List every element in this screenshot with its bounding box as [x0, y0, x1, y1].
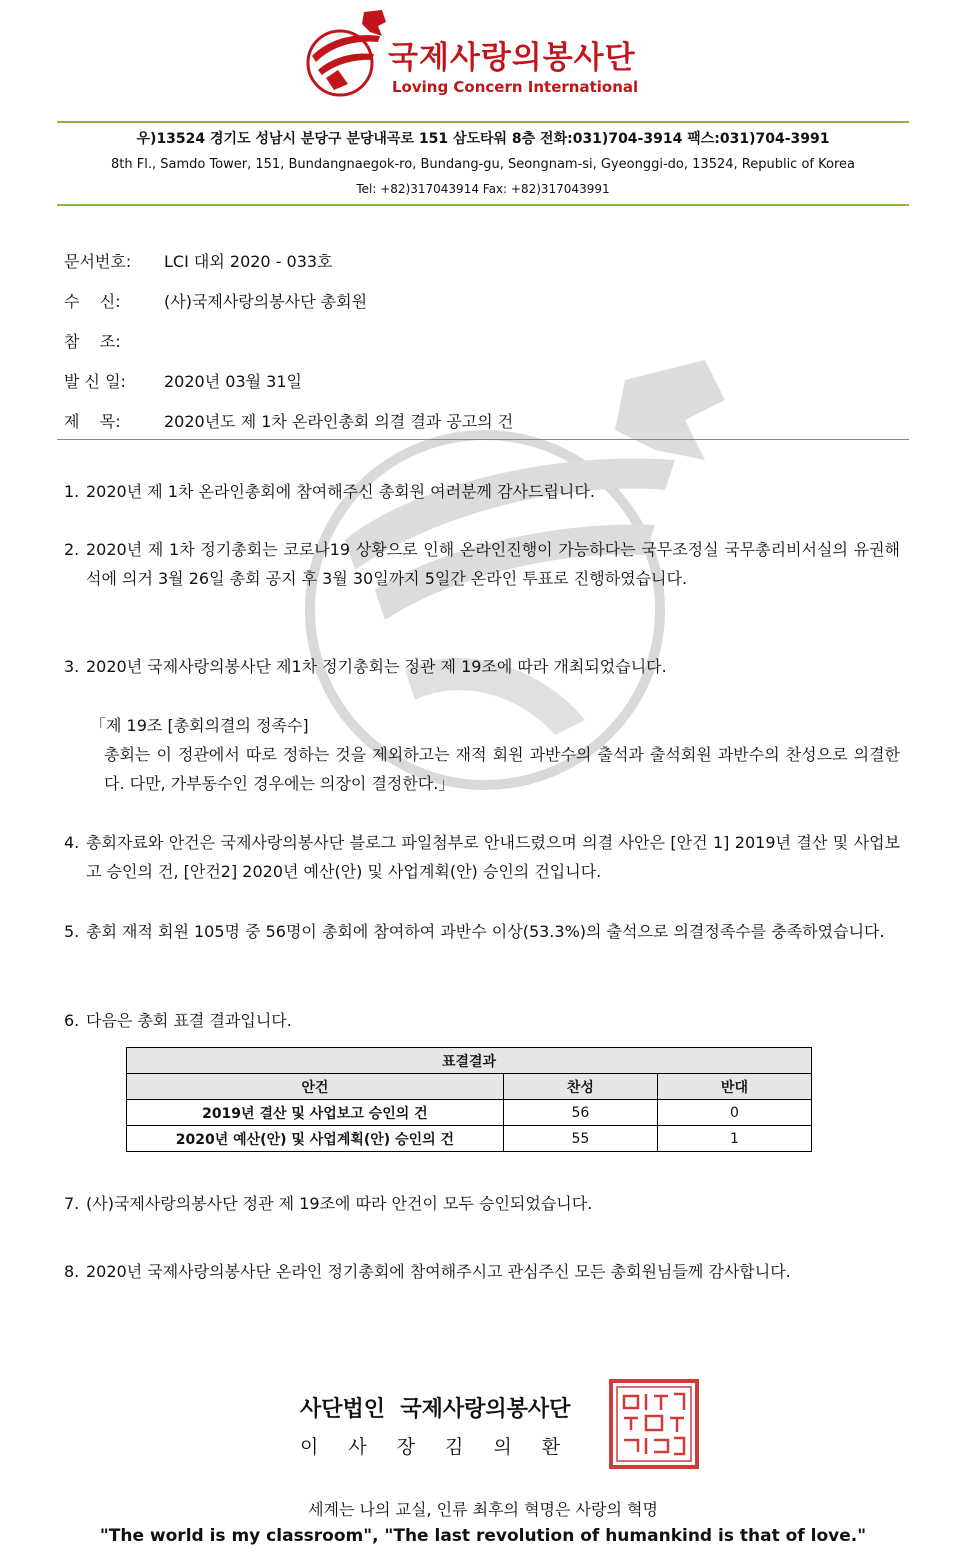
paragraph-number: 8.: [64, 1262, 80, 1281]
cell-yes: 56: [503, 1100, 657, 1126]
signature-organization: 사단법인 국제사랑의봉사단: [300, 1397, 571, 1422]
cell-no: 0: [657, 1100, 811, 1126]
paragraph-2: [64, 535, 900, 593]
table-row: [127, 1100, 812, 1126]
tel-fax: Tel: +82)317043914 Fax: +82)317043991: [356, 182, 610, 196]
motto-english: "The world is my classroom", "The last revolution of humankind is that of love.": [99, 1526, 867, 1546]
table-row: [127, 1126, 812, 1152]
paragraph-number: 1.: [64, 482, 80, 501]
paragraph-text: (사)국제사랑의봉사단 정관 제 19조에 따라 안건이 모두 승인되었습니다.: [86, 1194, 593, 1213]
header-rule-bottom: [57, 204, 909, 206]
meta-subject: [64, 409, 513, 432]
official-seal-stamp-icon: [608, 1378, 700, 1470]
address-english: 8th Fl., Samdo Tower, 151, Bundangnaegok-ro, Bundang-gu, Seongnam-si, Gyeonggi-do, 13524, Republic of Korea: [111, 157, 855, 172]
paragraph-number: 6.: [64, 1011, 80, 1030]
meta-value: (사)국제사랑의봉사단 총회원: [164, 292, 368, 311]
paragraph-number: 7.: [64, 1194, 80, 1213]
meta-label: 참 조:: [64, 332, 121, 351]
meta-recipient: [64, 289, 367, 312]
paragraph-number: 5.: [64, 922, 80, 941]
column-header-item: 안건: [127, 1074, 504, 1100]
meta-date: [64, 369, 302, 392]
column-header-no: 반대: [657, 1074, 811, 1100]
paragraph-text: 2020년 국제사랑의봉사단 온라인 정기총회에 참여해주시고 관심주신 모든 총회원님들께 감사합니다.: [86, 1262, 791, 1281]
paragraph-number: 4.: [64, 833, 80, 852]
paragraph-text: 총회자료와 안건은 국제사랑의봉사단 블로그 파일첨부로 안내드렸으며 의결 사안은 [안건 1] 2019년 결산 및 사업보고 승인의 건, [안건2] 2020년 예산(안) 및 사업계획(안) 승인의 건입니다.: [86, 833, 900, 881]
paragraph-number: 3.: [64, 657, 80, 676]
cell-no: 1: [657, 1126, 811, 1152]
meta-reference: [64, 329, 164, 352]
meta-label: 문서번호:: [64, 252, 132, 271]
article-title: 「제 19조 [총회의결의 정족수]: [90, 716, 309, 735]
paragraph-4: [64, 828, 900, 886]
header-rule-top: [57, 121, 909, 123]
article-quote: [90, 711, 900, 798]
paragraph-5: [64, 917, 900, 946]
paragraph-text: 2020년 제 1차 정기총회는 코로나19 상황으로 인해 온라인진행이 가능하다는 국무조정실 국무총리비서실의 유권해석에 의거 3월 26일 총회 공지 후 3월 30일까지 5일간 온라인 투표로 진행하였습니다.: [86, 540, 900, 588]
paragraph-1: [64, 477, 900, 506]
organization-logo-icon: [300, 8, 390, 100]
meta-value: 2020년 03월 31일: [164, 372, 302, 391]
org-name-english: Loving Concern International: [392, 78, 639, 96]
meta-value: 2020년도 제 1차 온라인총회 의결 결과 공고의 건: [164, 412, 514, 431]
paragraph-text: 2020년 제 1차 온라인총회에 참여해주신 총회원 여러분께 감사드립니다.: [86, 482, 595, 501]
paragraph-6: [64, 1006, 900, 1035]
paragraph-number: 2.: [64, 540, 80, 559]
motto-korean: 세계는 나의 교실, 인류 최후의 혁명은 사랑의 혁명: [308, 1500, 658, 1519]
vote-result-table: [126, 1047, 812, 1152]
paragraph-8: [64, 1257, 900, 1286]
meta-rule: [57, 439, 909, 440]
meta-doc-number: [64, 249, 333, 272]
meta-label: 제 목:: [64, 412, 121, 431]
cell-item: 2020년 예산(안) 및 사업계획(안) 승인의 건: [127, 1126, 504, 1152]
paragraph-7: [64, 1189, 900, 1218]
signature-name: 이사장김의환: [300, 1436, 591, 1458]
meta-label: 수 신:: [64, 292, 121, 311]
meta-value: LCI 대외 2020 - 033호: [164, 252, 333, 271]
paragraph-3: [64, 652, 900, 681]
table-header-row: [127, 1074, 812, 1100]
table-caption: 표결결과: [127, 1048, 812, 1074]
paragraph-text: 총회 재적 회원 105명 중 56명이 총회에 참여하여 과반수 이상(53.3%)의 출석으로 의결정족수를 충족하였습니다.: [86, 922, 885, 941]
org-name-korean: 국제사랑의봉사단: [388, 40, 636, 76]
column-header-yes: 찬성: [503, 1074, 657, 1100]
paragraph-text: 다음은 총회 표결 결과입니다.: [86, 1011, 292, 1030]
cell-yes: 55: [503, 1126, 657, 1152]
article-body: 총회는 이 정관에서 따로 정하는 것을 제외하고는 재적 회원 과반수의 출석과 출석회원 과반수의 찬성으로 의결한다. 다만, 가부동수인 경우에는 의장이 결정한다.」: [104, 745, 900, 793]
paragraph-text: 2020년 국제사랑의봉사단 제1차 정기총회는 정관 제 19조에 따라 개최되었습니다.: [86, 657, 667, 676]
cell-item: 2019년 결산 및 사업보고 승인의 건: [127, 1100, 504, 1126]
meta-label: 발 신 일:: [64, 372, 126, 391]
address-korean: 우)13524 경기도 성남시 분당구 분당내곡로 151 삼도타워 8층 전화:031)704-3914 팩스:031)704-3991: [136, 131, 830, 147]
